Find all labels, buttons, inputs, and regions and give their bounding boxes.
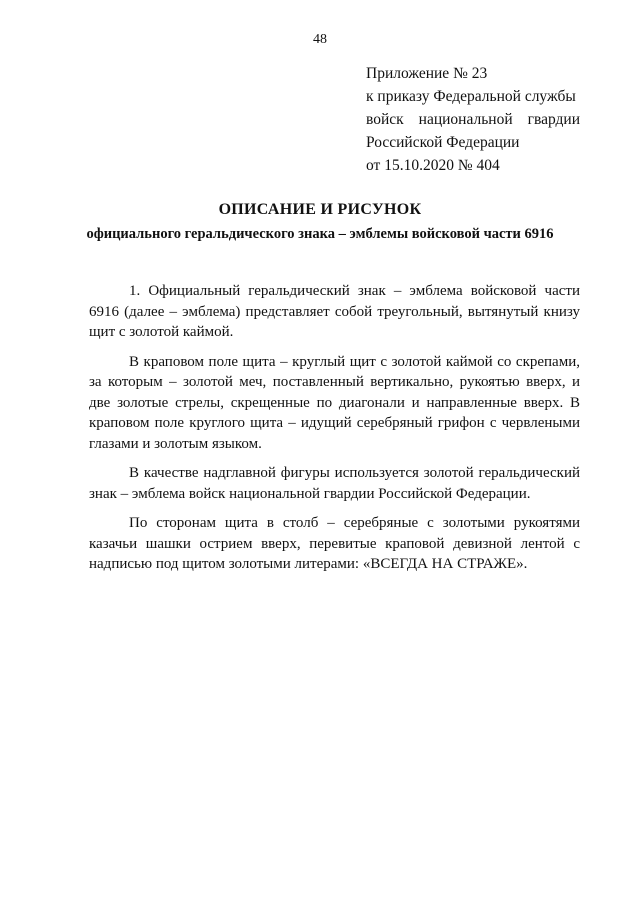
paragraph-3: В качестве надглавной фигуры используется золотой геральдический знак – эмблема войск национальной гвардии Российской Федерации.	[89, 465, 580, 502]
appendix-date: от 15.10.2020 № 404	[366, 157, 500, 174]
appendix-header	[366, 62, 580, 177]
appendix-service-word-2: национальной	[418, 111, 513, 128]
appendix-order-ref: к приказу Федеральной службы	[366, 88, 576, 105]
appendix-service-word-1: войск	[366, 111, 404, 128]
appendix-service-word-3: гвардии	[527, 111, 580, 128]
document-subtitle: официального геральдического знака – эмблемы войсковой части 6916	[86, 226, 554, 242]
title-block	[40, 200, 600, 244]
paragraph-1: 1. Официальный геральдический знак – эмблема войсковой части 6916 (далее – эмблема) представляет собой треугольный, вытянутый книзу щит с золотой каймой.	[89, 283, 580, 340]
paragraph-4: По сторонам щита в столб – серебряные с золотыми рукоятями казачьи шашки острием вверх, перевитые краповой девизной лентой с надписью под щитом золотыми литерами: «ВСЕГДА НА СТРАЖЕ».	[89, 515, 580, 572]
appendix-number: Приложение № 23	[366, 65, 488, 82]
document-body	[89, 281, 580, 584]
paragraph-2: В краповом поле щита – круглый щит с золотой каймой со скрепами, за которым – золотой меч, поставленный вертикально, рукоятью вверх, и две золотые стрелы, скрещенные по диагонали и направленные вверх. В краповом поле круглого щита – идущий серебряный грифон с червлеными глазами и золотым языком.	[89, 353, 580, 452]
document-title: ОПИСАНИЕ И РИСУНОК	[218, 201, 422, 218]
appendix-service-name	[366, 108, 580, 131]
appendix-country: Российской Федерации	[366, 134, 520, 151]
page-number: 48	[313, 32, 327, 47]
